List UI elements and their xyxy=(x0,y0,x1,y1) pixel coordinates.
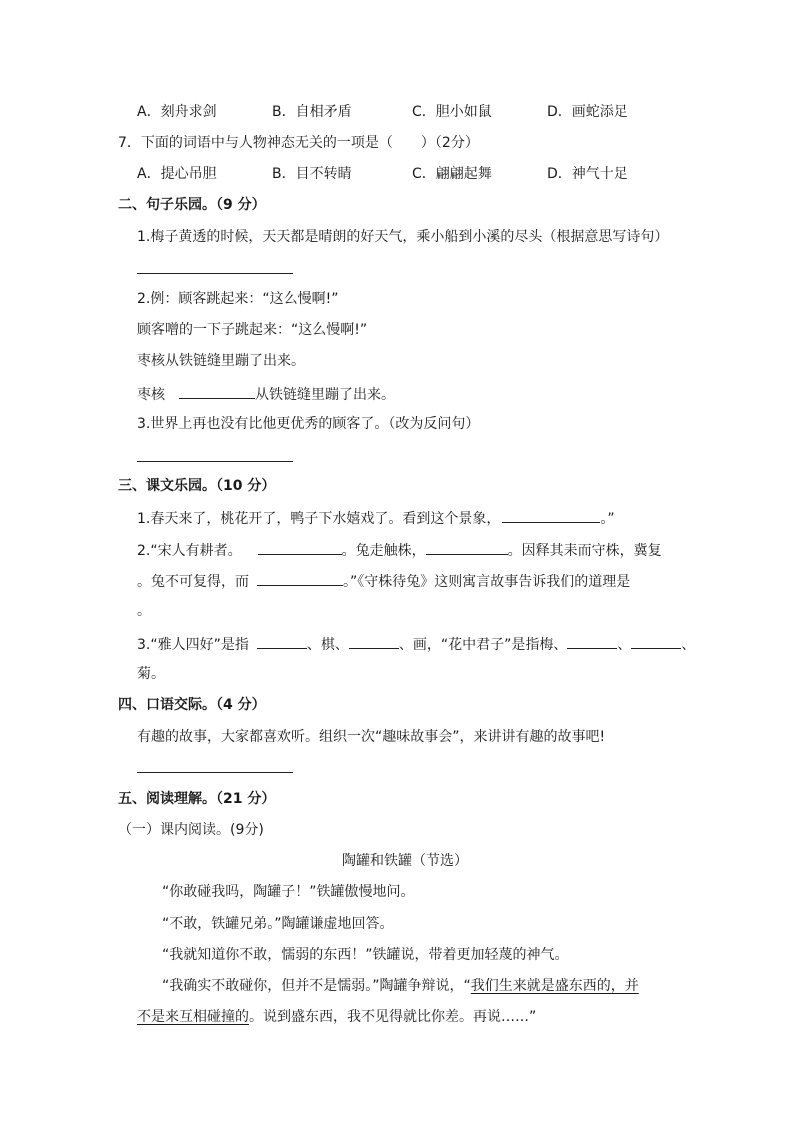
sec3-q1 xyxy=(137,508,615,528)
q7-option-c: C．翩翩起舞 xyxy=(412,166,492,182)
q3-text: 、 xyxy=(617,637,632,653)
q3-text: 、棋、 xyxy=(306,637,349,653)
q7-option-b: B．目不转睛 xyxy=(272,166,352,182)
fill-blank[interactable] xyxy=(631,634,681,649)
passage-paragraph-4 xyxy=(162,977,639,995)
sec4-text: 有趣的故事，大家都喜欢听。组织一次“趣味故事会”，来讲讲有趣的故事吧! xyxy=(137,729,606,745)
sec3-q2-line1 xyxy=(137,540,662,560)
q7-option-d: D．神气十足 xyxy=(547,166,628,182)
fill-blank[interactable] xyxy=(502,508,600,523)
sec5-subheading: （一）课内阅读。(9分) xyxy=(118,822,264,838)
fill-blank[interactable] xyxy=(257,634,307,649)
q7-option-a: A．提心吊胆 xyxy=(137,166,217,182)
sec2-q3: 3.世界上再也没有比他更优秀的顾客了。（改为反问句） xyxy=(137,416,480,432)
q2-text: 。兔不可复得，而 xyxy=(137,574,249,590)
sec2-q1: 1.梅子黄透的时候，天天都是晴朗的好天气，乘小船到小溪的尽头（根据意思写诗句） xyxy=(137,229,669,245)
fill-prefix: 枣核 xyxy=(137,387,165,403)
sec3-q3-line2: 菊。 xyxy=(137,666,165,682)
passage-paragraph-4-cont xyxy=(137,1008,536,1026)
sec2-q2-example: 2.例：顾客跳起来：“这么慢啊!” xyxy=(137,291,339,307)
sec2-q2-fill xyxy=(137,384,395,404)
q1-end: 。” xyxy=(600,511,615,527)
q2-text: 2.“宋人有耕者。 xyxy=(137,543,242,559)
answer-line xyxy=(137,461,293,462)
passage-paragraph-1: “你敢碰我吗，陶罐子！”铁罐傲慢地问。 xyxy=(162,884,415,900)
section-2-heading: 二、句子乐园。（9 分） xyxy=(118,197,266,213)
fill-blank[interactable] xyxy=(426,540,508,555)
passage-paragraph-2: “不敢，铁罐兄弟。”陶罐谦虚地回答。 xyxy=(162,916,394,932)
q2-text: 。”《守株待兔》这则寓言故事告诉我们的道理是 xyxy=(343,574,631,590)
q6-option-d: D．画蛇添足 xyxy=(547,104,628,120)
fill-blank[interactable] xyxy=(257,571,343,586)
sec3-q2-line3: 。 xyxy=(137,603,151,619)
answer-line xyxy=(137,772,293,773)
fill-blank[interactable] xyxy=(258,540,342,555)
q6-option-b: B．自相矛盾 xyxy=(272,104,352,120)
sec2-q2-model: 顾客噌的一下子跳起来：“这么慢啊!” xyxy=(137,322,368,338)
q2-text: 。兔走触株， xyxy=(341,543,426,559)
section-4-heading: 四、口语交际。（4 分） xyxy=(118,697,266,713)
paragraph-text: “我确实不敢碰你，但并不是懦弱。”陶罐争辩说，“ xyxy=(162,978,471,994)
q3-text: 、 xyxy=(681,637,696,653)
passage-paragraph-3: “我就知道你不敢，懦弱的东西！”铁罐说，带着更加轻蔑的神气。 xyxy=(162,947,569,963)
fill-blank[interactable] xyxy=(567,634,617,649)
answer-line xyxy=(137,273,293,274)
sec3-q2-line2 xyxy=(137,571,630,591)
underlined-sentence: 不是来互相碰撞的 xyxy=(137,1009,249,1025)
q7-stem: 7．下面的词语中与人物神态无关的一项是（ ）（2分） xyxy=(118,135,479,151)
section-5-heading: 五、阅读理解。（21 分） xyxy=(118,791,276,807)
fill-blank[interactable] xyxy=(179,384,255,399)
q1-text: 1.春天来了，桃花开了，鸭子下水嬉戏了。看到这个景象， xyxy=(137,511,501,527)
paragraph-text: 。说到盛东西，我不见得就比你差。再说……” xyxy=(249,1009,537,1025)
section-3-heading: 三、课文乐园。（10 分） xyxy=(118,478,276,494)
underlined-sentence: 我们生来就是盛东西的，并 xyxy=(470,978,639,994)
q2-text: 。因释其耒而守株，冀复 xyxy=(507,543,662,559)
passage-title: 陶罐和铁罐（节选） xyxy=(342,853,468,869)
q6-option-a: A．刻舟求剑 xyxy=(137,104,217,120)
fill-suffix: 从铁链缝里蹦了出来。 xyxy=(255,387,395,403)
sec2-q2-source: 枣核从铁链缝里蹦了出来。 xyxy=(137,353,305,369)
q3-text: 、画，“花中君子”是指梅、 xyxy=(398,637,568,653)
q6-option-c: C．胆小如鼠 xyxy=(412,104,492,120)
sec3-q3-line1 xyxy=(137,634,695,654)
q3-text: 3.“雅人四好”是指 xyxy=(137,637,249,653)
fill-blank[interactable] xyxy=(349,634,399,649)
